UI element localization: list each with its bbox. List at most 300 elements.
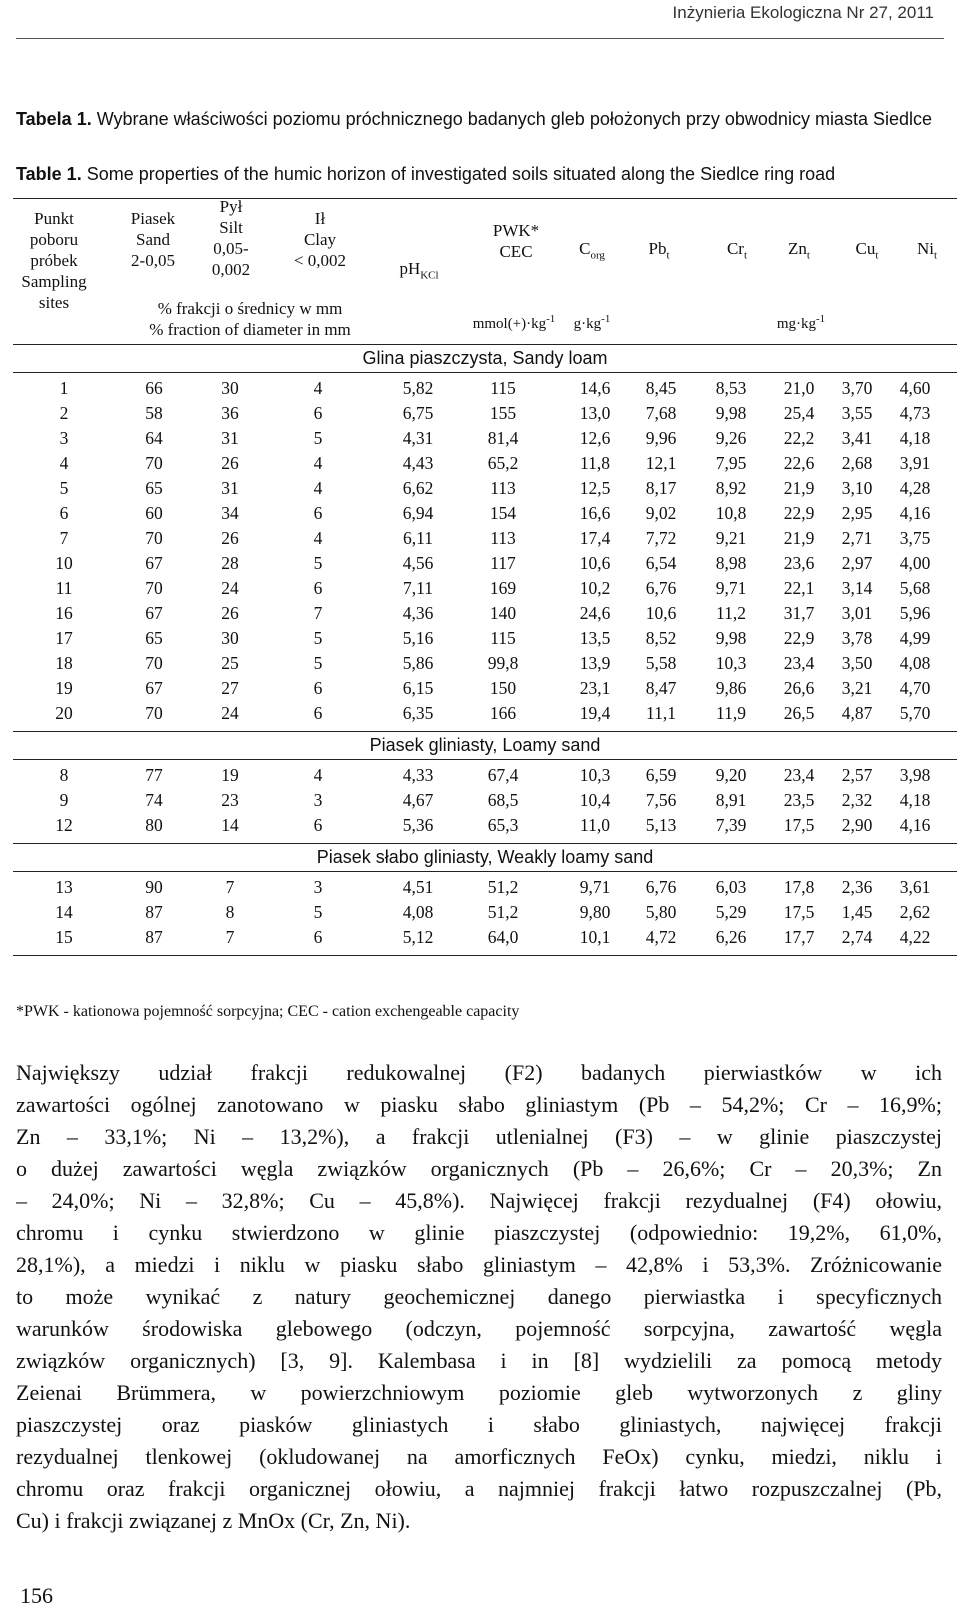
table-cell: 6,26 (715, 927, 747, 947)
group-rule (13, 731, 957, 732)
table-row (13, 576, 957, 601)
table-cell: 4,00 (899, 553, 931, 573)
table-cell: 6,62 (402, 478, 434, 498)
header-corg: $C_{org}$ (579, 239, 605, 262)
table-cell: 12 (55, 815, 73, 835)
table-cell: 9,86 (715, 678, 747, 698)
table-cell: 6,76 (645, 877, 677, 897)
table-cell: 4,60 (899, 378, 931, 398)
table-cell: 3 (59, 428, 69, 448)
table-cell: 77 (145, 765, 163, 785)
journal-header: Inżynieria Ekologiczna Nr 27, 2011 (672, 3, 934, 22)
table-cell: 154 (489, 503, 517, 523)
table-cell: 3,98 (899, 765, 931, 785)
table-cell: 8,91 (715, 790, 747, 810)
table-cell: 11,8 (580, 453, 610, 473)
table-cell: 4,56 (402, 553, 434, 573)
table-cell: 3,10 (841, 478, 873, 498)
table-cell: 23,6 (783, 553, 815, 573)
header-sand: Piasek Sand 2-0,05 (130, 209, 176, 270)
table-cell: 58 (145, 403, 163, 423)
table-cell: 11,1 (646, 703, 676, 723)
table-cell: 115 (490, 378, 516, 398)
table-cell: 8,53 (715, 378, 747, 398)
page-number: 156 (20, 1583, 53, 1608)
table-cell: 14,6 (579, 378, 611, 398)
table-cell: 3,01 (841, 603, 873, 623)
table-row (13, 701, 957, 726)
table-row (13, 501, 957, 526)
table-cell: 7,11 (403, 578, 433, 598)
table-row (13, 651, 957, 676)
table-cell: 166 (489, 703, 517, 723)
table-cell: 4 (313, 378, 323, 398)
table-cell: 70 (145, 578, 163, 598)
table-cell: 70 (145, 703, 163, 723)
table-cell: 113 (490, 478, 516, 498)
table-row (13, 476, 957, 501)
table-cell: 17,5 (783, 815, 815, 835)
group-rule (13, 871, 957, 872)
table-cell: 90 (145, 877, 163, 897)
table-cell: 4 (313, 453, 323, 473)
table-cell: 8,45 (645, 378, 677, 398)
body-line: to może wynikać z natury geochemicznej danego pierwiastka i specyficznych (16, 1284, 942, 1309)
table-cell: 6 (313, 815, 323, 835)
table-cell: 5 (313, 653, 323, 673)
caption-label-pl: Tabela 1. (16, 109, 92, 129)
table-cell: 34 (221, 503, 239, 523)
table-cell: 10,1 (579, 927, 611, 947)
caption-text-en: Some properties of the humic horizon of investigated soils situated along the Siedlce ring road (86, 164, 836, 184)
table-cell: 6,15 (402, 678, 434, 698)
table-cell: 2,62 (899, 902, 931, 922)
table-cell: 5,82 (402, 378, 434, 398)
table-row (13, 875, 957, 900)
table-cell: 23,1 (579, 678, 611, 698)
table-cell: 4,18 (899, 790, 931, 810)
table-cell: 65 (145, 628, 163, 648)
table-cell: 18 (55, 653, 73, 673)
table-cell: 113 (490, 528, 516, 548)
table-cell: 8,92 (715, 478, 747, 498)
table-row (13, 451, 957, 476)
table-row (13, 401, 957, 426)
table-cell: 67 (145, 603, 163, 623)
table-cell: 2,74 (841, 927, 873, 947)
table-cell: 17 (55, 628, 73, 648)
table-cell: 7,39 (715, 815, 747, 835)
table-cell: 115 (490, 628, 516, 648)
table-cell: 15 (55, 927, 73, 947)
table-cell: 22,1 (783, 578, 815, 598)
table-cell: 5,36 (402, 815, 434, 835)
unit-cec: $mmol(+)\cdot kg^{-1}$ (472, 313, 556, 332)
table-cell: 9,21 (715, 528, 747, 548)
table-cell: 2,95 (841, 503, 873, 523)
table-cell: 5,80 (645, 902, 677, 922)
table-cell: 19 (221, 765, 239, 785)
table-cell: 9 (59, 790, 69, 810)
table-cell: 5,16 (402, 628, 434, 648)
table-cell: 19 (55, 678, 73, 698)
table-cell: 6 (313, 703, 323, 723)
table-cell: 70 (145, 528, 163, 548)
table-cell: 9,26 (715, 428, 747, 448)
table-cell: 5 (313, 902, 323, 922)
table-row (13, 426, 957, 451)
table-cell: 3,21 (841, 678, 873, 698)
table-cell: 6,75 (402, 403, 434, 423)
table-cell: 16,6 (579, 503, 611, 523)
table-cell: 7,72 (645, 528, 677, 548)
table-cell: 65,2 (487, 453, 519, 473)
header-cr: $Cr_t$ (726, 239, 748, 262)
table-cell: 23 (221, 790, 239, 810)
table-row (13, 788, 957, 813)
table-cell: 4 (313, 528, 323, 548)
table-row (13, 551, 957, 576)
table-row (13, 900, 957, 925)
table-cell: 5,13 (645, 815, 677, 835)
table-cell: 4,16 (899, 815, 931, 835)
table-cell: 23,5 (783, 790, 815, 810)
body-line: zawartości ogólnej zanotowano w piasku słabo gliniastym (Pb – 54,2%; Cr – 16,9%; (16, 1092, 942, 1117)
table-cell: 11,0 (580, 815, 610, 835)
table-row (13, 676, 957, 701)
table-cell: 5 (313, 628, 323, 648)
table-cell: 10,6 (579, 553, 611, 573)
table-cell: 81,4 (487, 428, 519, 448)
caption-text-pl: Wybrane właściwości poziomu próchnicznego badanych gleb położonych przy obwodnicy miasta Siedlce (96, 109, 932, 129)
table-cell: 17,8 (783, 877, 815, 897)
table-cell: 31 (221, 478, 239, 498)
table-cell: 4,87 (841, 703, 873, 723)
table-cell: 5 (313, 553, 323, 573)
table-cell: 3,50 (841, 653, 873, 673)
table-cell: 6 (313, 927, 323, 947)
body-line: rezydualnej tlenkowej (okludowanej na amorficznych FeOx) cynku, miedzi, niklu i (16, 1444, 942, 1469)
header-cu: $Cu_t$ (855, 239, 879, 262)
table-cell: 3,78 (841, 628, 873, 648)
table-cell: 150 (489, 678, 517, 698)
header-pb: $Pb_t$ (648, 239, 670, 262)
table-cell: 24 (221, 703, 239, 723)
table-cell: 17,5 (783, 902, 815, 922)
table-cell: 6,76 (645, 578, 677, 598)
table-cell: 16 (55, 603, 73, 623)
table-cell: 4,72 (645, 927, 677, 947)
table-row (13, 626, 957, 651)
table-cell: 5,70 (899, 703, 931, 723)
table-row (13, 813, 957, 838)
header-fraction: % frakcji o średnicy w mm % fraction of diameter in mm (149, 299, 351, 339)
table-cell: 3,41 (841, 428, 873, 448)
table-cell: 70 (145, 453, 163, 473)
table-cell: 8,47 (645, 678, 677, 698)
table-cell: 2,32 (841, 790, 873, 810)
table-cell: 5 (59, 478, 69, 498)
table-cell: 6,35 (402, 703, 434, 723)
table-cell: 26,5 (783, 703, 815, 723)
header-pwk-cec: PWK* CEC (492, 221, 540, 261)
table-cell: 10,3 (715, 653, 747, 673)
group-rule (13, 955, 957, 956)
table-cell: 67 (145, 553, 163, 573)
table-cell: 4,33 (402, 765, 434, 785)
header-ni: $Ni_t$ (916, 239, 938, 262)
table-cell: 2,71 (841, 528, 873, 548)
table-cell: 12,5 (579, 478, 611, 498)
table-cell: 80 (145, 815, 163, 835)
table-cell: 65,3 (487, 815, 519, 835)
table-cell: 23,4 (783, 653, 815, 673)
table-cell: 74 (145, 790, 163, 810)
group-rule (13, 372, 957, 373)
table-caption-pl (16, 108, 960, 131)
table-cell: 8 (225, 902, 235, 922)
group-rule (13, 843, 957, 844)
table-cell: 10,6 (645, 603, 677, 623)
table-cell: 2,97 (841, 553, 873, 573)
table-footnote: *PWK - kationowa pojemność sorpcyjna; CEC - cation exchengeable capacity (16, 1003, 520, 1020)
table-caption-en (16, 163, 944, 186)
body-line: chromu i cynku stwierdzono w glinie piaszczystej (odpowiednio: 19,2%, 61,0%, (16, 1220, 942, 1245)
table-cell: 24 (221, 578, 239, 598)
table-cell: 26 (221, 453, 239, 473)
table-cell: 5,96 (899, 603, 931, 623)
table-cell: 67 (145, 678, 163, 698)
table-cell: 9,71 (579, 877, 611, 897)
body-line: Cu) i frakcji związanej z MnOx (Cr, Zn, Ni). (16, 1508, 411, 1533)
table-cell: 26,6 (783, 678, 815, 698)
table-cell: 10,3 (579, 765, 611, 785)
table-cell: 5 (313, 428, 323, 448)
header-bottom-rule (13, 344, 957, 345)
table-cell: 26 (221, 528, 239, 548)
table-cell: 22,2 (783, 428, 815, 448)
table-cell: 68,5 (487, 790, 519, 810)
table-cell: 9,98 (715, 403, 747, 423)
table-cell: 6 (59, 503, 69, 523)
table-cell: 7,56 (645, 790, 677, 810)
table-cell: 117 (490, 553, 516, 573)
table-cell: 64 (145, 428, 163, 448)
table-cell: 14 (221, 815, 239, 835)
table-cell: 11 (55, 578, 73, 598)
table-cell: 13,5 (579, 628, 611, 648)
table-cell: 36 (221, 403, 239, 423)
table-cell: 6,11 (403, 528, 433, 548)
table-cell: 2,36 (841, 877, 873, 897)
table-cell: 31 (221, 428, 239, 448)
table-cell: 22,6 (783, 453, 815, 473)
table-cell: 6 (313, 403, 323, 423)
body-paragraph (16, 1057, 942, 1537)
table-cell: 10,4 (579, 790, 611, 810)
body-line: chromu oraz frakcji organicznej ołowiu, a najmniej frakcji łatwo rozpuszczalnej (Pb, (16, 1476, 942, 1501)
table-cell: 8,52 (645, 628, 677, 648)
table-cell: 27 (221, 678, 239, 698)
table-cell: 4 (59, 453, 69, 473)
table-row (13, 925, 957, 950)
table-cell: 13,9 (579, 653, 611, 673)
table-cell: 6,54 (645, 553, 677, 573)
table-cell: 3,14 (841, 578, 873, 598)
group-rule (13, 759, 957, 760)
table-cell: 22,9 (783, 628, 815, 648)
table-row (13, 526, 957, 551)
table-cell: 10,8 (715, 503, 747, 523)
table-cell: 21,0 (783, 378, 815, 398)
unit-metals: $mg\cdot kg^{-1}$ (776, 313, 826, 332)
header-sites: Punkt poboru próbek Sampling sites (21, 209, 87, 312)
table-cell: 21,9 (783, 478, 815, 498)
table-cell: 1 (59, 378, 69, 398)
body-line: Zeienai Brümmera, w powierzchniowym poziomie gleb wytworzonych z gliny (16, 1380, 942, 1405)
table-cell: 66 (145, 378, 163, 398)
table-cell: 3,70 (841, 378, 873, 398)
table-cell: 6 (313, 503, 323, 523)
header-ph: $pH_{KCl}$ (399, 259, 439, 282)
table-cell: 8,17 (645, 478, 677, 498)
table-cell: 9,98 (715, 628, 747, 648)
table-cell: 26 (221, 603, 239, 623)
table-row (13, 376, 957, 401)
unit-corg: $g\cdot kg^{-1}$ (573, 313, 611, 332)
table-cell: 65 (145, 478, 163, 498)
body-line: o dużej zawartości węgla związków organicznych (Pb – 26,6%; Cr – 20,3%; Zn (16, 1156, 942, 1181)
header-clay: Ił Clay < 0,002 (293, 209, 347, 270)
table-cell: 3,75 (899, 528, 931, 548)
table-cell: 9,02 (645, 503, 677, 523)
table-cell: 51,2 (487, 877, 519, 897)
table-cell: 2,68 (841, 453, 873, 473)
table-cell: 9,96 (645, 428, 677, 448)
table-cell: 140 (489, 603, 517, 623)
table-cell: 24,6 (579, 603, 611, 623)
table-cell: 6 (313, 678, 323, 698)
body-line: piaszczystej oraz piasków gliniastych i słabo gliniastych, najwięcej frakcji (16, 1412, 942, 1437)
table-cell: 31,7 (783, 603, 815, 623)
table-cell: 87 (145, 902, 163, 922)
group-label: Piasek słabo gliniasty, Weakly loamy sand (316, 847, 654, 867)
table-cell: 99,8 (487, 653, 519, 673)
table-cell: 30 (221, 378, 239, 398)
table-cell: 19,4 (579, 703, 611, 723)
table-cell: 51,2 (487, 902, 519, 922)
table-cell: 4,51 (402, 877, 434, 897)
table-cell: 7,68 (645, 403, 677, 423)
table-cell: 7 (59, 528, 69, 548)
table-cell: 4 (313, 478, 323, 498)
header-rule (16, 38, 944, 39)
table-cell: 60 (145, 503, 163, 523)
table-cell: 10,2 (579, 578, 611, 598)
table-cell: 4,22 (899, 927, 931, 947)
table-cell: 4,43 (402, 453, 434, 473)
table-cell: 3,91 (899, 453, 931, 473)
table-cell: 8 (59, 765, 69, 785)
header-silt: Pył Silt 0,05- 0,002 (211, 197, 251, 279)
table-cell: 5,29 (715, 902, 747, 922)
group-label: Glina piaszczysta, Sandy loam (362, 348, 608, 368)
caption-label-en: Table 1. (16, 164, 82, 184)
table-cell: 70 (145, 653, 163, 673)
table-cell: 4,16 (899, 503, 931, 523)
table-cell: 10 (55, 553, 73, 573)
table-cell: 30 (221, 628, 239, 648)
table-row (13, 601, 957, 626)
table-cell: 4,18 (899, 428, 931, 448)
table-cell: 13 (55, 877, 73, 897)
table-cell: 9,20 (715, 765, 747, 785)
table-cell: 4,67 (402, 790, 434, 810)
table-cell: 4,28 (899, 478, 931, 498)
table-cell: 8,98 (715, 553, 747, 573)
table-cell: 64,0 (487, 927, 519, 947)
table-cell: 5,12 (402, 927, 434, 947)
table-cell: 6,59 (645, 765, 677, 785)
table-cell: 3 (313, 790, 323, 810)
table-cell: 6 (313, 578, 323, 598)
table-row (13, 763, 957, 788)
body-line: związków organicznych) [3, 9]. Kalembasa i in [8] wydzielili za pomocą metody (16, 1348, 942, 1373)
table-cell: 28 (221, 553, 239, 573)
table-cell: 17,4 (579, 528, 611, 548)
body-line: warunków środowiska glebowego (odczyn, pojemność sorpcyjna, zawartość węgla (16, 1316, 942, 1341)
table-cell: 4 (313, 765, 323, 785)
table-cell: 67,4 (487, 765, 519, 785)
table-cell: 11,2 (716, 603, 746, 623)
table-cell: 9,80 (579, 902, 611, 922)
table-cell: 12,1 (645, 453, 677, 473)
table-cell: 20 (55, 703, 73, 723)
table-cell: 87 (145, 927, 163, 947)
table-cell: 23,4 (783, 765, 815, 785)
table-top-rule (13, 198, 957, 199)
table-cell: 7,95 (715, 453, 747, 473)
table-cell: 4,36 (402, 603, 434, 623)
table-cell: 17,7 (783, 927, 815, 947)
table-cell: 22,9 (783, 503, 815, 523)
table-cell: 13,0 (579, 403, 611, 423)
group-label: Piasek gliniasty, Loamy sand (369, 735, 601, 755)
table-cell: 2,90 (841, 815, 873, 835)
table-cell: 4,99 (899, 628, 931, 648)
table-cell: 155 (489, 403, 517, 423)
table-cell: 5,86 (402, 653, 434, 673)
table-cell: 21,9 (783, 528, 815, 548)
table-cell: 5,68 (899, 578, 931, 598)
table-cell: 2 (59, 403, 69, 423)
table-cell: 12,6 (579, 428, 611, 448)
table-cell: 6,03 (715, 877, 747, 897)
table-cell: 3,61 (899, 877, 931, 897)
table-cell: 2,57 (841, 765, 873, 785)
table-cell: 4,08 (402, 902, 434, 922)
body-line: Zn – 33,1%; Ni – 13,2%), a frakcji utlenialnej (F3) – w glinie piaszczystej (16, 1124, 942, 1149)
table-cell: 3 (313, 877, 323, 897)
table-cell: 7 (313, 603, 323, 623)
body-line: – 24,0%; Ni – 32,8%; Cu – 45,8%). Najwięcej frakcji rezydualnej (F4) ołowiu, (16, 1188, 942, 1213)
table-cell: 4,73 (899, 403, 931, 423)
table-cell: 25,4 (783, 403, 815, 423)
table-cell: 4,70 (899, 678, 931, 698)
table-cell: 9,71 (715, 578, 747, 598)
body-line: Największy udział frakcji redukowalnej (F2) badanych pierwiastków w ich (16, 1060, 942, 1085)
table-cell: 25 (221, 653, 239, 673)
